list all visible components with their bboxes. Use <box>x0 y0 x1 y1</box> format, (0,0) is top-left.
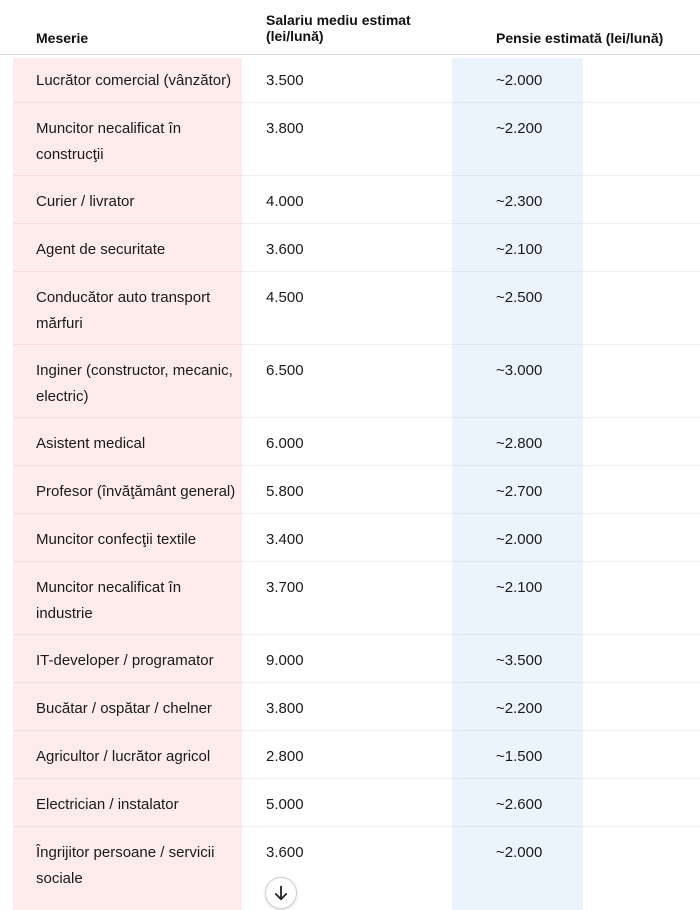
table-row <box>0 466 700 514</box>
table-row <box>0 562 700 635</box>
salary-cell: 6.500 <box>266 362 304 379</box>
header-job: Meserie <box>36 30 89 46</box>
salary-cell: 4.000 <box>266 193 304 210</box>
salary-cell: 3.700 <box>266 579 304 596</box>
job-cell: Agricultor / lucrător agricol <box>36 748 211 765</box>
table-row <box>0 345 700 418</box>
scroll-down-button[interactable] <box>265 877 297 909</box>
salary-cell: 3.800 <box>266 700 304 717</box>
salary-cell: 6.000 <box>266 435 304 452</box>
salary-cell: 3.500 <box>266 72 304 89</box>
pension-cell: ~3.500 <box>496 652 543 669</box>
table-row <box>0 683 700 731</box>
job-cell: Agent de securitate <box>36 241 166 258</box>
pension-cell: ~2.300 <box>496 193 543 210</box>
table-body <box>0 55 700 900</box>
job-cell: Profesor (învăţământ general) <box>36 483 236 500</box>
table-row <box>0 176 700 224</box>
pension-cell: ~2.200 <box>496 700 543 717</box>
job-cell: IT-developer / programator <box>36 652 214 669</box>
job-cell: Electrician / instalator <box>36 796 179 813</box>
salary-cell: 3.600 <box>266 844 304 861</box>
job-cell: Asistent medical <box>36 435 146 452</box>
table-row <box>0 731 700 779</box>
pension-cell: ~2.000 <box>496 844 543 861</box>
job-cell: Bucătar / ospătar / chelner <box>36 700 212 717</box>
header-salary <box>266 12 411 44</box>
pension-cell: ~2.800 <box>496 435 543 452</box>
table-row <box>0 827 700 900</box>
arrow-down-icon <box>274 885 288 901</box>
pension-cell: ~1.500 <box>496 748 543 765</box>
table-row <box>0 272 700 345</box>
job-cell: Muncitor necalificat în industrie <box>36 579 182 622</box>
header-salary-line2: (lei/lună) <box>266 28 324 44</box>
salary-cell: 3.400 <box>266 531 304 548</box>
salary-cell: 2.800 <box>266 748 304 765</box>
job-cell: Conducător auto transport mărfuri <box>36 289 211 332</box>
pension-cell: ~2.100 <box>496 579 543 596</box>
job-cell: Inginer (constructor, mecanic, electric) <box>36 362 233 405</box>
table-row <box>0 635 700 683</box>
salary-cell: 4.500 <box>266 289 304 306</box>
pension-cell: ~2.100 <box>496 241 543 258</box>
job-cell: Lucrător comercial (vânzător) <box>36 72 232 89</box>
salary-cell: 5.800 <box>266 483 304 500</box>
pension-cell: ~2.200 <box>496 120 543 137</box>
salary-cell: 3.600 <box>266 241 304 258</box>
job-cell: Îngrijitor persoane / servicii sociale <box>36 844 215 887</box>
salary-cell: 5.000 <box>266 796 304 813</box>
pension-cell: ~2.000 <box>496 531 543 548</box>
job-cell: Muncitor confecţii textile <box>36 531 197 548</box>
table-header <box>0 0 700 55</box>
header-pension: Pensie estimată (lei/lună) <box>496 30 664 46</box>
pension-cell: ~2.500 <box>496 289 543 306</box>
table-row <box>0 418 700 466</box>
pension-cell: ~2.000 <box>496 72 543 89</box>
salary-cell: 3.800 <box>266 120 304 137</box>
pension-cell: ~3.000 <box>496 362 543 379</box>
table-row <box>0 103 700 176</box>
pension-cell: ~2.700 <box>496 483 543 500</box>
table-row <box>0 779 700 827</box>
table-row <box>0 224 700 272</box>
salary-cell: 9.000 <box>266 652 304 669</box>
job-cell: Muncitor necalificat în construcţii <box>36 120 182 163</box>
pension-cell: ~2.600 <box>496 796 543 813</box>
table-row <box>0 55 700 103</box>
table-row <box>0 514 700 562</box>
header-salary-line1: Salariu mediu estimat <box>266 12 411 28</box>
job-cell: Curier / livrator <box>36 193 135 210</box>
